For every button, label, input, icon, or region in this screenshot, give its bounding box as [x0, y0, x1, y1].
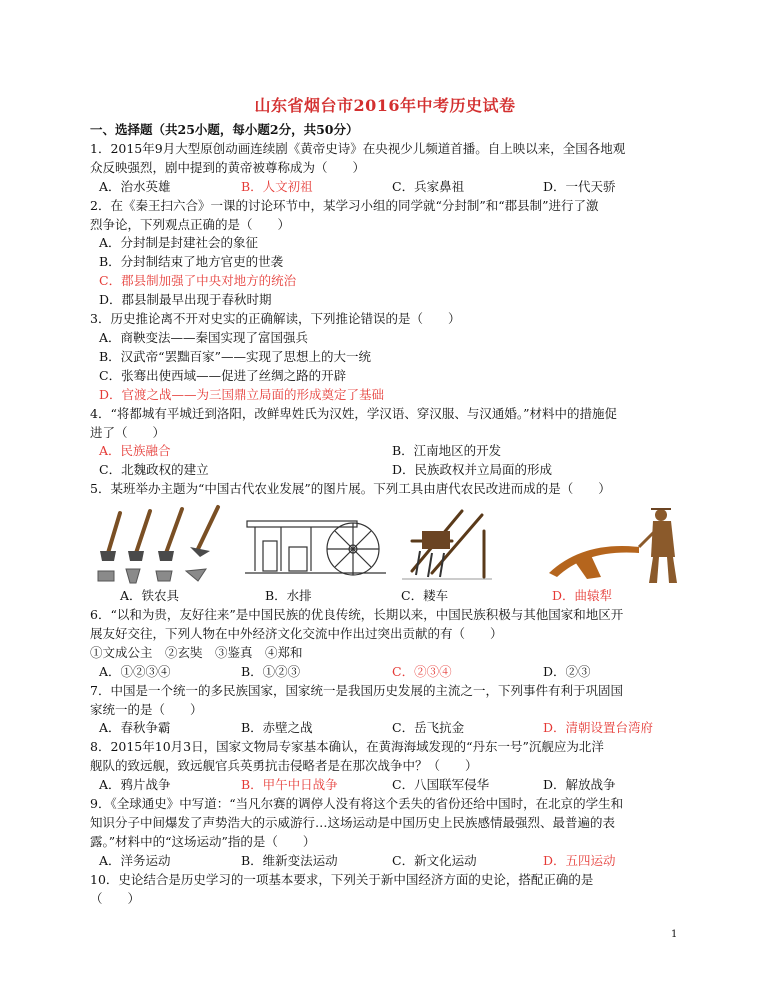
q6-option-c-answer: C．②③④ — [392, 663, 452, 679]
question-8-line-1: 8．2015年10月3日，国家文物局专家基本确认，在黄海海域发现的“丹东一号”沉舰应为北洋 — [90, 739, 604, 755]
q2-option-d: D．郡县制最早出现于春秋时期 — [99, 292, 272, 308]
question-9-options — [90, 852, 694, 871]
q1-option-c: C．兵家鼻祖 — [392, 178, 465, 194]
q3-option-d-answer: D．官渡之战——为三国鼎立局面的形成奠定了基础 — [99, 386, 385, 402]
question-10-line-2: （ ） — [90, 890, 141, 906]
question-8-line-2: 舰队的致远舰，致远舰官兵英勇抗击侵略者是在那次战争中？（ ） — [90, 758, 478, 774]
q2-option-a: A．分封制是封建社会的象征 — [99, 235, 259, 251]
question-4-options-row-2 — [90, 461, 694, 480]
q4-option-b: B．江南地区的开发 — [392, 443, 502, 459]
q7-option-c: C．岳飞抗金 — [392, 720, 465, 736]
q5-option-d-answer: D．曲辕犁 — [552, 588, 613, 604]
q4-option-d: D．民族政权并立局面的形成 — [392, 462, 553, 478]
q8-option-c: C．八国联军侵华 — [392, 777, 490, 793]
q2-option-c-answer: C．郡县制加强了中央对地方的统治 — [99, 273, 297, 289]
question-9-line-2: 知识分子中间爆发了声势浩大的示威游行…这场运动是中国历史上民族感情最强烈、最普遍的表 — [90, 815, 616, 830]
question-7-line-2: 家统一的是（ ） — [90, 701, 203, 717]
q7-option-d-answer: D．清朝设置台湾府 — [543, 720, 654, 736]
curved-plough-image — [543, 501, 694, 587]
water-bellows-image — [241, 501, 392, 587]
q6-option-a: A．①②③④ — [99, 663, 171, 679]
exam-content — [90, 121, 694, 909]
q5-option-a: A．铁农具 — [120, 588, 180, 604]
question-1-options — [90, 178, 694, 197]
q8-option-d: D．解放战争 — [543, 777, 616, 793]
q3-option-b: B．汉武帝“罢黜百家”——实现了思想上的大一统 — [99, 348, 371, 364]
exam-title: 山东省烟台市2016年中考历史试卷 — [254, 96, 516, 115]
question-3-line-1: 3．历史推论离不开对史实的正确解读，下列推论错误的是（ ） — [90, 311, 461, 327]
question-4-line-2: 进了（ ） — [90, 424, 166, 440]
q9-option-a: A．洋务运动 — [99, 852, 171, 868]
q5-options — [90, 587, 694, 606]
question-5-line-1: 5．某班举办主题为“中国古代农业发展”的图片展。下列工具由唐代农民改进而成的是（ ） — [90, 481, 611, 497]
question-4-line-1: 4．“将都城有平城迁到洛阳，改鲜卑姓氏为汉姓，学汉语、穿汉服、与汉通婚。”材料中的措施促 — [90, 405, 617, 421]
q9-option-d-answer: D．五四运动 — [543, 852, 616, 868]
question-1-line-1: 1．2015年9月大型原创动画连续剧《黄帝史诗》在央视少儿频道首播。自上映以来，全国各地观 — [90, 140, 626, 156]
question-1-line-2: 众反映强烈，剧中提到的黄帝被尊称成为（ ） — [90, 159, 366, 175]
q7-option-b: B．赤壁之战 — [241, 720, 313, 736]
q9-option-c: C．新文化运动 — [392, 852, 477, 868]
question-2-line-1: 2．在《秦王扫六合》一课的讨论环节中，某学习小组的同学就“分封制”和“郡县制”进行了激 — [90, 197, 599, 213]
q7-option-a: A．春秋争霸 — [99, 720, 171, 736]
seed-drill-image — [392, 501, 543, 587]
q1-option-a: A．治水英雄 — [99, 178, 171, 194]
question-9-line-3: 露。”材料中的“这场运动”指的是（ ） — [90, 833, 316, 849]
q5-option-b: B．水排 — [265, 588, 312, 604]
question-4-options-row-1 — [90, 442, 694, 461]
question-9-line-1: 9．《全球通史》中写道：“当凡尔赛的调停人没有将这个丢失的省份还给中国时，在北京的学生和 — [90, 796, 624, 812]
question-6-line-2: 展友好交往，下列人物在中外经济文化交流中作出过突出贡献的有（ ） — [90, 625, 503, 641]
question-2-line-2: 烈争论，下列观点正确的是（ ） — [90, 216, 291, 232]
question-10-line-1: 10．史论结合是历史学习的一项基本要求，下列关于新中国经济方面的史论，搭配正确的是 — [90, 871, 594, 887]
q4-option-c: C．北魏政权的建立 — [99, 462, 209, 478]
q3-option-a: A．商鞅变法——秦国实现了富国强兵 — [99, 329, 309, 345]
q1-option-b-answer: B．人文初祖 — [241, 178, 313, 194]
q1-option-d: D．一代天骄 — [543, 178, 616, 194]
q5-images — [90, 501, 694, 587]
page-number: 1 — [671, 929, 678, 940]
iron-tools-image — [90, 501, 241, 587]
q8-option-a: A．鸦片战争 — [99, 777, 171, 793]
question-7-options — [90, 719, 694, 738]
q9-option-b: B．维新变法运动 — [241, 852, 338, 868]
q3-option-c: C．张骞出使西域——促进了丝绸之路的开辟 — [99, 367, 347, 383]
section-heading: 一、选择题（共25小题，每小题2分，共50分） — [90, 122, 359, 137]
q8-option-b-answer: B．甲午中日战争 — [241, 777, 338, 793]
question-7-line-1: 7．中国是一个统一的多民族国家，国家统一是我国历史发展的主流之一，下列事件有利于巩固国 — [90, 682, 623, 698]
question-6-line-1: 6．“以和为贵，友好往来”是中国民族的优良传统，长期以来，中国民族积极与其他国家和地区开 — [90, 607, 624, 623]
q2-option-b: B．分封制结束了地方官吏的世袭 — [99, 254, 284, 270]
question-6-options — [90, 663, 694, 682]
q5-option-c: C．耧车 — [401, 588, 449, 604]
question-8-options — [90, 776, 694, 795]
q4-option-a-answer: A．民族融合 — [99, 443, 171, 459]
q6-option-b: B．①②③ — [241, 663, 301, 679]
question-6-line-3: ①文成公主 ②玄奘 ③鉴真 ④郑和 — [90, 644, 303, 660]
q6-option-d: D．②③ — [543, 663, 591, 679]
